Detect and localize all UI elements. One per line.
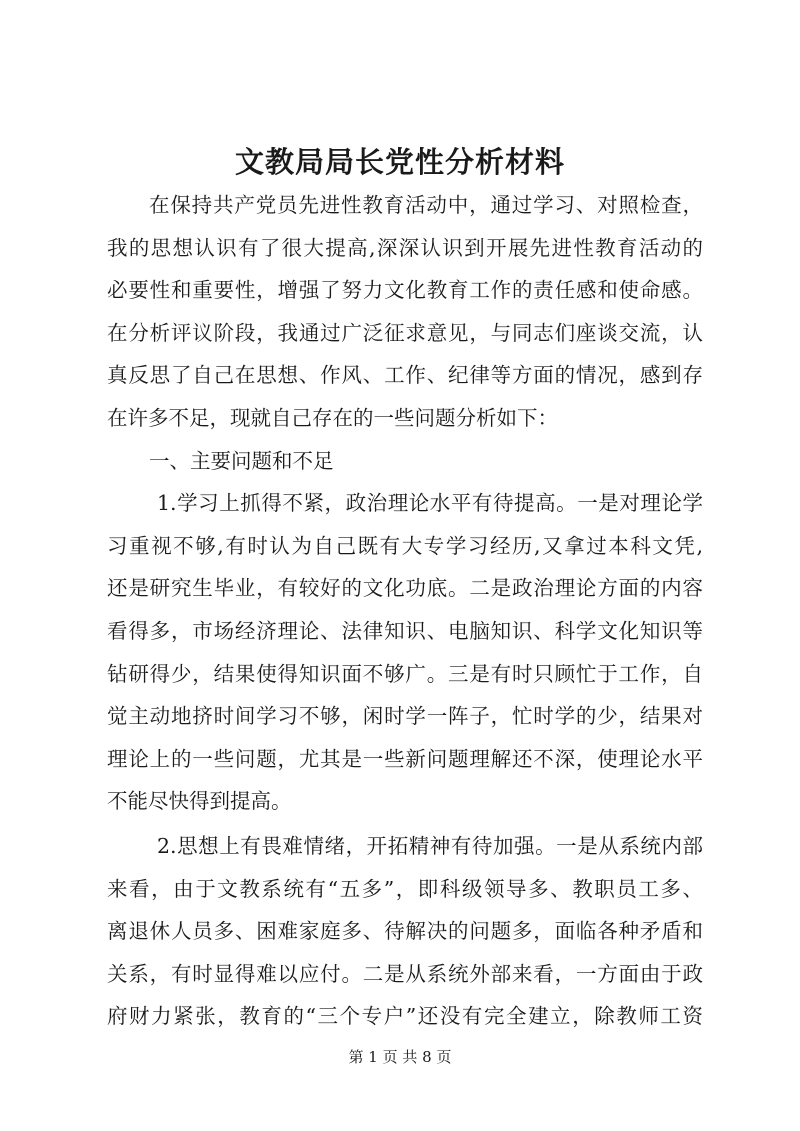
text-line: 真反思了自己在思想、作风、工作、纪律等方面的情况，感到存: [107, 363, 703, 388]
page-footer: 第 1 页 共 8 页: [348, 1048, 452, 1066]
text-line: 钻研得少，结果使得知识面不够广。三是有时只顾忙于工作，自: [107, 661, 703, 686]
text-line: 觉主动地挤时间学习不够，闲时学一阵子，忙时学的少，结果对: [107, 704, 703, 729]
text-line: 府财力紧张，教育的“三个专户”还没有完全建立，除教师工资: [107, 1004, 703, 1029]
text-line: 不能尽快得到提高。: [107, 789, 292, 814]
document-title: 文教局局长党性分析材料: [234, 145, 565, 179]
text-line: 在保持共产党员先进性教育活动中，通过学习、对照检查，: [149, 193, 703, 217]
text-line: 关系，有时显得难以应付。二是从系统外部来看，一方面由于政: [107, 961, 703, 986]
text-line: 我的思想认识有了很大提高,深深认识到开展先进性教育活动的: [107, 235, 703, 260]
text-line: 来看，由于文教系统有“五多”，即科级领导多、教职员工多、: [107, 876, 703, 901]
text-line: 必要性和重要性，增强了努力文化教育工作的责任感和使命感。: [107, 278, 703, 303]
text-line: 离退休人员多、困难家庭多、待解决的问题多，面临各种矛盾和: [107, 919, 703, 944]
text-line: 习重视不够,有时认为自己既有大专学习经历,又拿过本科文凭,: [107, 533, 703, 558]
document-body: [107, 184, 703, 1038]
text-line: 在分析评议阶段，我通过广泛征求意见，与同志们座谈交流，认: [107, 320, 703, 345]
text-line: 在许多不足，现就自己存在的一些问题分析如下：: [107, 405, 558, 430]
text-line: 还是研究生毕业，有较好的文化功底。二是政治理论方面的内容: [107, 576, 703, 601]
text-line: 理论上的一些问题，尤其是一些新问题理解还不深，使理论水平: [107, 746, 703, 771]
text-line: 2.思想上有畏难情绪，开拓精神有待加强。一是从系统内部: [157, 833, 703, 858]
text-line: 1.学习上抓得不紧，政治理论水平有待提高。一是对理论学: [157, 491, 703, 516]
text-line: 看得多，市场经济理论、法律知识、电脑知识、科学文化知识等: [107, 618, 703, 643]
section-heading: 一、主要问题和不足: [149, 448, 334, 473]
